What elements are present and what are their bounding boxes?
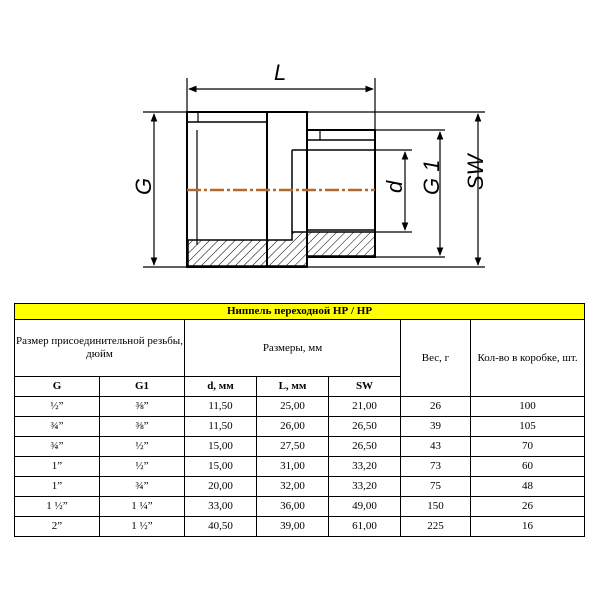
cell-g: 1 ½” bbox=[15, 497, 100, 517]
table-row bbox=[15, 497, 585, 517]
sub-L: L, мм bbox=[257, 377, 329, 397]
label-L: L bbox=[274, 60, 287, 85]
cell-g: ¾” bbox=[15, 437, 100, 457]
cell-d: 11,50 bbox=[185, 417, 257, 437]
cell-l: 26,00 bbox=[257, 417, 329, 437]
cell-g: ¾” bbox=[15, 417, 100, 437]
table-row bbox=[15, 437, 585, 457]
cell-qty: 60 bbox=[471, 457, 585, 477]
cell-weight: 73 bbox=[401, 457, 471, 477]
cell-g: 2” bbox=[15, 517, 100, 537]
cell-l: 39,00 bbox=[257, 517, 329, 537]
cell-d: 20,00 bbox=[185, 477, 257, 497]
cell-g1: ¾” bbox=[100, 477, 185, 497]
cell-l: 25,00 bbox=[257, 397, 329, 417]
head-thread-size: Размер присоединительной резьбы, дюйм bbox=[15, 320, 185, 377]
cell-d: 15,00 bbox=[185, 457, 257, 477]
cell-qty: 100 bbox=[471, 397, 585, 417]
table-row bbox=[15, 477, 585, 497]
cell-qty: 70 bbox=[471, 437, 585, 457]
cell-g: ½” bbox=[15, 397, 100, 417]
cell-sw: 33,20 bbox=[329, 457, 401, 477]
cell-d: 40,50 bbox=[185, 517, 257, 537]
cell-sw: 26,50 bbox=[329, 437, 401, 457]
cell-g: 1” bbox=[15, 477, 100, 497]
table-title: Ниппель переходной НР / НР bbox=[15, 304, 585, 320]
dimension-d bbox=[375, 150, 412, 232]
sub-d: d, мм bbox=[185, 377, 257, 397]
cell-g1: ⅜” bbox=[100, 417, 185, 437]
cell-sw: 49,00 bbox=[329, 497, 401, 517]
label-d: d bbox=[382, 180, 407, 193]
spec-table bbox=[14, 303, 585, 537]
cell-g1: ½” bbox=[100, 457, 185, 477]
label-G1: G 1 bbox=[419, 159, 444, 195]
cell-qty: 48 bbox=[471, 477, 585, 497]
head-qty: Кол-во в коробке, шт. bbox=[471, 320, 585, 397]
cell-sw: 26,50 bbox=[329, 417, 401, 437]
cell-l: 31,00 bbox=[257, 457, 329, 477]
cell-qty: 105 bbox=[471, 417, 585, 437]
cell-l: 32,00 bbox=[257, 477, 329, 497]
cell-weight: 225 bbox=[401, 517, 471, 537]
sub-G: G bbox=[15, 377, 100, 397]
cell-sw: 33,20 bbox=[329, 477, 401, 497]
label-G: G bbox=[131, 177, 156, 195]
cell-g: 1” bbox=[15, 457, 100, 477]
technical-drawing bbox=[0, 0, 600, 290]
cell-l: 36,00 bbox=[257, 497, 329, 517]
label-SW: SW bbox=[463, 154, 488, 190]
cell-d: 15,00 bbox=[185, 437, 257, 457]
dimension-G bbox=[131, 112, 192, 267]
table-body bbox=[15, 397, 585, 537]
cell-weight: 150 bbox=[401, 497, 471, 517]
cell-sw: 21,00 bbox=[329, 397, 401, 417]
table-row bbox=[15, 517, 585, 537]
cell-weight: 43 bbox=[401, 437, 471, 457]
nipple-body bbox=[187, 112, 375, 267]
table-row bbox=[15, 457, 585, 477]
cell-g1: 1 ¼” bbox=[100, 497, 185, 517]
head-dimensions: Размеры, мм bbox=[185, 320, 401, 377]
sub-SW: SW bbox=[329, 377, 401, 397]
cell-weight: 26 bbox=[401, 397, 471, 417]
cell-weight: 39 bbox=[401, 417, 471, 437]
cell-g1: ⅜” bbox=[100, 397, 185, 417]
cell-g1: ½” bbox=[100, 437, 185, 457]
cell-qty: 26 bbox=[471, 497, 585, 517]
cell-g1: 1 ½” bbox=[100, 517, 185, 537]
cell-sw: 61,00 bbox=[329, 517, 401, 537]
table-row bbox=[15, 397, 585, 417]
cell-d: 11,50 bbox=[185, 397, 257, 417]
cell-weight: 75 bbox=[401, 477, 471, 497]
sub-G1: G1 bbox=[100, 377, 185, 397]
head-weight: Вес, г bbox=[401, 320, 471, 397]
cell-l: 27,50 bbox=[257, 437, 329, 457]
cell-qty: 16 bbox=[471, 517, 585, 537]
cell-d: 33,00 bbox=[185, 497, 257, 517]
table-row bbox=[15, 417, 585, 437]
